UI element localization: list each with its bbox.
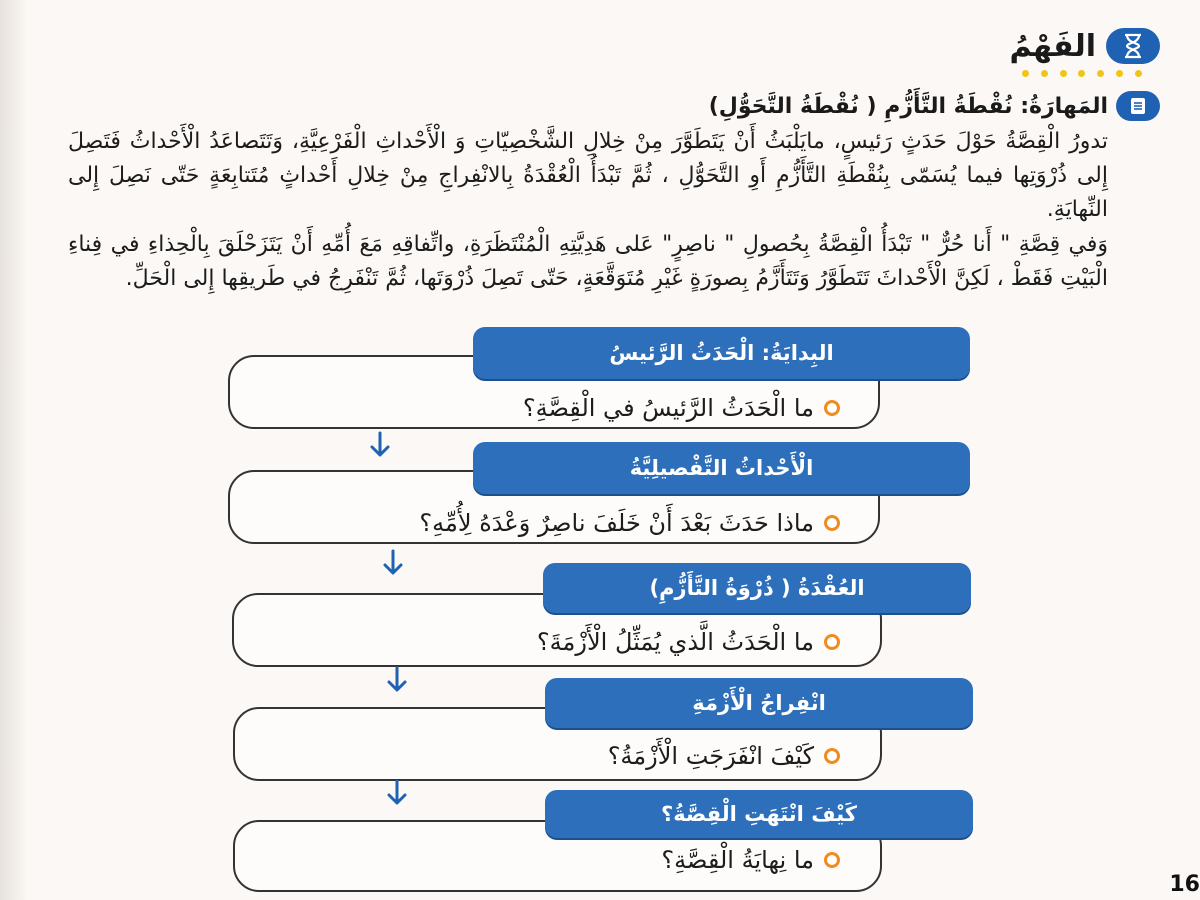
stage-question	[608, 742, 840, 770]
skill-label: المَهارَةُ: نُقْطَةُ التَّأَزُّمِ ( نُقْطَةُ التَّحَوُّلِ)	[708, 93, 1108, 119]
stage-question-text: كَيْفَ انْفَرَجَتِ الْأَزْمَةُ؟	[607, 742, 814, 770]
decorative-dots	[1022, 70, 1142, 76]
section-header	[1010, 22, 1160, 70]
stage-heading: العُقْدَةُ ( ذُرْوَةُ التَّأَزُّمِ)	[543, 563, 971, 613]
stage-heading: انْفِراجُ الْأَزْمَةِ	[545, 678, 973, 728]
stage-question	[523, 394, 840, 422]
stage-question-text: ماذا حَدَثَ بَعْدَ أَنْ خَلَفَ ناصِرٌ وَعْدَهُ لِأُمِّهِ؟	[419, 509, 814, 537]
book-icon	[1116, 91, 1160, 121]
page-edge-shadow	[0, 0, 28, 900]
arrow-down-icon	[382, 665, 412, 695]
arrow-down-icon	[378, 548, 408, 578]
page-number: 16	[1169, 872, 1200, 897]
arrow-down-icon	[382, 778, 412, 808]
arrow-down-icon	[365, 430, 395, 460]
stage-question-text: ما نِهايَةُ الْقِصَّةِ؟	[661, 846, 814, 874]
skill-line	[709, 88, 1160, 124]
stage-heading: كَيْفَ انْتَهَتِ الْقِصَّةُ؟	[545, 790, 973, 838]
paragraph-intro: تدورُ الْقِصَّةُ حَوْلَ حَدَثٍ رَئيسٍ، مايَلْبَثُ أَنْ يَتَطَوَّرَ مِنْ خِلالِ الشَّخْصِيّاتِ وَ الْأَحْداثِ الْفَرْعِيَّةِ، وَتَتَصاعَدُ الْأَحْداثُ فَتَصِلَ إِلى ذُرْوَتِها فيما يُسَمّى بِنُقْطَةِ التَّأَزُّمِ أَوِ التَّحَوُّلِ ، ثُمَّ تَبْدَأُ الْعُقْدَةُ بِالانْفِراجِ مِنْ خِلالِ أَحْداثٍ مُتَتابِعَةٍ حَتّى نَصِلَ إِلى النِّهايَةِ.	[68, 129, 1108, 222]
stage-heading: البِدايَةُ: الْحَدَثُ الرَّئيسُ	[473, 327, 970, 379]
bullet-icon	[824, 852, 840, 868]
stage-question-text: ما الْحَدَثُ الرَّئيسُ في الْقِصَّةِ؟	[522, 394, 814, 422]
stage-heading: الْأَحْداثُ التَّفْصيلِيَّةُ	[473, 442, 970, 494]
section-title: الفَهْمُ	[1009, 28, 1096, 64]
bullet-icon	[824, 634, 840, 650]
bullet-icon	[824, 400, 840, 416]
hourglass-icon	[1106, 28, 1160, 64]
stage-question	[537, 628, 840, 656]
bullet-icon	[824, 748, 840, 764]
bullet-icon	[824, 515, 840, 531]
paragraph-story: وَفي قِصَّةِ " أَنا حُرٌّ " تَبْدَأُ الْقِصَّةُ بِحُصولِ " ناصِرٍ" عَلى هَدِيَّتِهِ الْمُنْتَظَرَةِ، واتِّفاقِهِ مَعَ أُمِّهِ أَنْ يَتَزَحْلَقَ بِالْحِذاءِ في فِناءِ الْبَيْتِ فَقَطْ ، لَكِنَّ الْأَحْداثَ تَتَطَوَّرُ وَتَتَأَزَّمُ بِصورَةٍ غَيْرِ مُتَوَقَّعَةٍ، حَتّى تَصِلَ ذُرْوَتَها، ثُمَّ تَنْفَرِجُ في طَريقِها إِلى الْحَلِّ.	[68, 232, 1108, 291]
stage-question	[419, 509, 840, 537]
stage-question-text: ما الْحَدَثُ الَّذي يُمَثِّلُ الْأَزْمَةَ؟	[536, 628, 814, 656]
stage-question	[661, 846, 840, 874]
